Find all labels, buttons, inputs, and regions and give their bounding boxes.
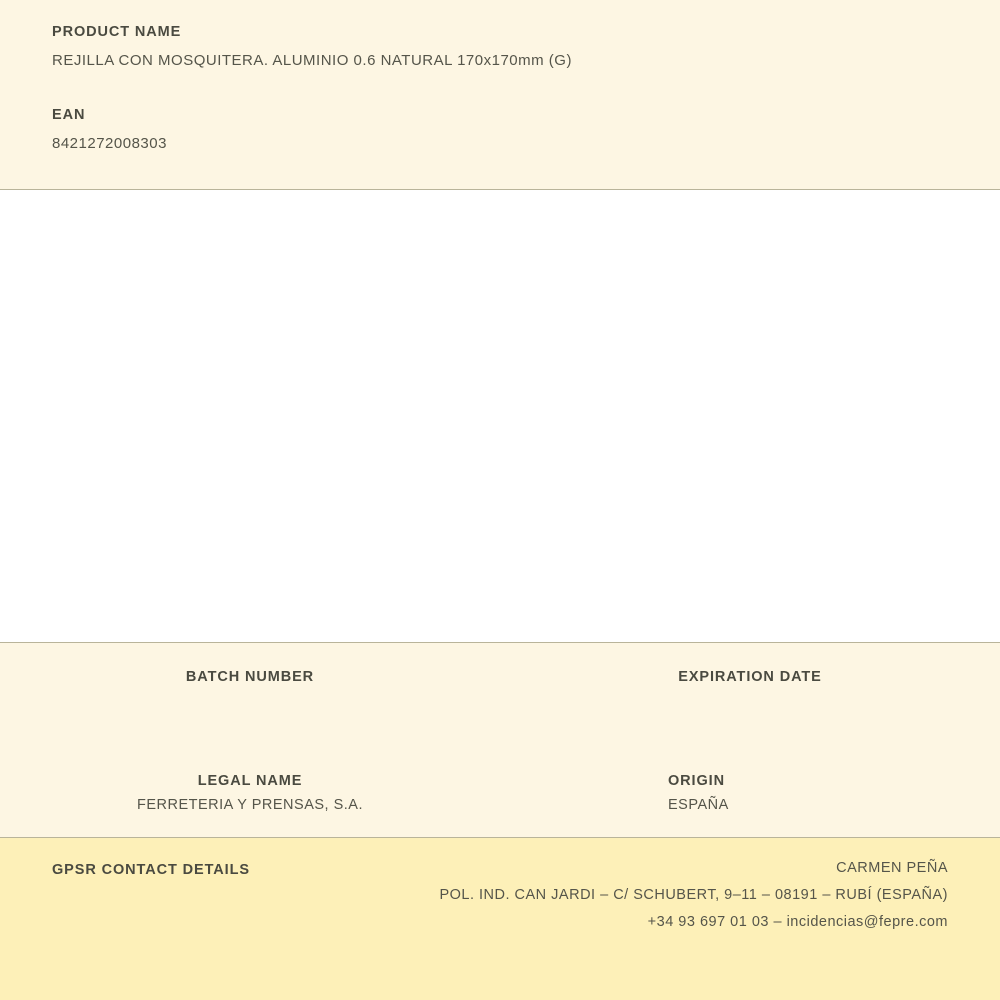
expiration-date-value bbox=[500, 693, 1000, 711]
product-info-block bbox=[0, 643, 1000, 838]
product-name-value: REJILLA CON MOSQUITERA. ALUMINIO 0.6 NATURAL 170x170mm (G) bbox=[52, 52, 572, 69]
origin-value: ESPAÑA bbox=[668, 797, 729, 813]
legal-name-label: LEGAL NAME bbox=[197, 773, 303, 789]
product-name-label: PRODUCT NAME bbox=[52, 24, 182, 40]
origin-label: ORIGIN bbox=[668, 773, 725, 789]
gpsr-contact-address: POL. IND. CAN JARDI – C/ SCHUBERT, 9–11 – 08191 – RUBÍ (ESPAÑA) bbox=[439, 887, 948, 903]
product-image-area bbox=[0, 190, 1000, 643]
ean-label: EAN bbox=[52, 107, 86, 123]
gpsr-contact-phone-email: +34 93 697 01 03 – incidencias@fepre.com bbox=[647, 914, 948, 930]
gpsr-contact-title: GPSR CONTACT DETAILS bbox=[52, 862, 250, 878]
legal-name-value: FERRETERIA Y PRENSAS, S.A. bbox=[136, 797, 363, 813]
product-name-group bbox=[52, 24, 948, 69]
legal-origin-row bbox=[0, 773, 1000, 815]
origin-group bbox=[500, 773, 1000, 815]
gpsr-contact-footer bbox=[0, 838, 1000, 1000]
gpsr-contact-person: CARMEN PEÑA bbox=[836, 860, 948, 876]
batch-expiration-row bbox=[0, 669, 1000, 711]
legal-name-group bbox=[0, 773, 500, 815]
expiration-date-group bbox=[500, 669, 1000, 711]
product-header-block bbox=[0, 0, 1000, 190]
gpsr-contact-lines bbox=[439, 860, 948, 930]
batch-number-group bbox=[0, 669, 500, 711]
ean-group bbox=[52, 107, 948, 152]
batch-number-value bbox=[0, 693, 500, 711]
expiration-date-label: EXPIRATION DATE bbox=[678, 669, 822, 685]
batch-number-label: BATCH NUMBER bbox=[185, 669, 315, 685]
ean-value: 8421272008303 bbox=[52, 135, 167, 152]
